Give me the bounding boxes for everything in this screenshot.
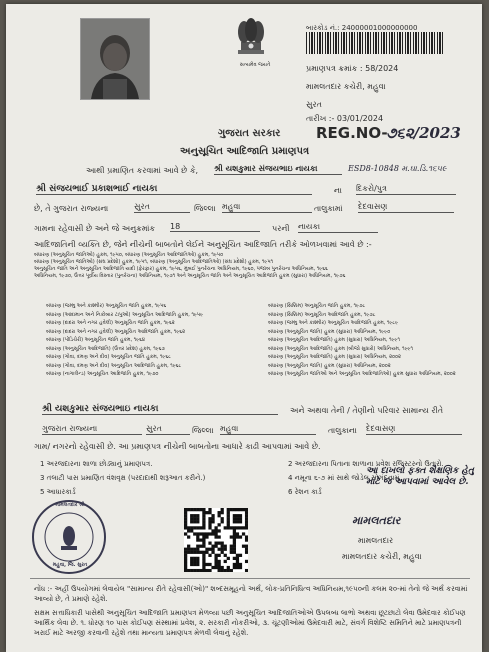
order-item: બંધારણ (અનુસૂચિત જાતિઓ અને અનુસૂચિત આદિજાતિઓ) હુકમ સુધારા અધિનિયમ, ૨૦૦૨	[268, 371, 456, 377]
order-item: અધિનિયમ, ૧૯૭૦, ઉત્તર પૂર્વીય વિસ્તાર (પુનર્રચના) અધિનિયમ, ૧૯૭૧ અને અનુસૂચિત જાતિ અને અનુસૂચિત આદિજાતિ હુકમ (સુધારા) અધિનિયમ, ૧૯૭૬	[34, 273, 346, 279]
order-item: બંધારણ (અનુસૂચિત જાતિઓ) હુકમ, ૧૯૫૦, બંધારણ (અનુસૂચિત આદિજાતિઓ) હુકમ, ૧૯૫૦	[34, 252, 224, 258]
tribe-value: નાયકા	[298, 222, 378, 233]
document-title: અનુસૂચિત આદિજાતિ પ્રમાણપત્ર	[180, 146, 310, 157]
serial-number: 18	[170, 222, 260, 232]
orders-left-column	[46, 302, 246, 379]
taluka2-value: મહુવા	[220, 424, 316, 435]
basis-item: 5 આધારકાર્ડ	[40, 488, 76, 496]
district2-word: જિલ્લા	[192, 426, 214, 435]
state-value: ગુજરાત રાજ્યના	[42, 424, 142, 435]
applicant-name: શ્રી યશકુમાર સંજયભાઇ નાયકા	[214, 164, 342, 175]
order-item: બંધારણ (જમ્મુ અને કાશ્મીર) અનુસૂચિત જાતિ હુકમ, ૧૯૫૬	[46, 303, 167, 309]
orders-list	[34, 252, 474, 280]
order-item: બંધારણ (અનુસૂચિત જાતિ) હુકમ (સુધારા) અધિનિયમ, ૨૦૦૨	[268, 362, 391, 369]
seal-top-text: મામલતદાર શ્રી	[55, 502, 85, 508]
national-emblem-icon	[228, 12, 274, 68]
order-item: બંધારણ (અનુસૂચિત જાતિ) હુકમ (સુધારા) અધિનિયમ, ૧૯૯૦	[268, 328, 391, 335]
district-value: સુરત	[134, 202, 190, 213]
reg-no-label: REG.NO-	[316, 124, 388, 142]
family-line: અને અથવા તેની / તેણીનો પરિવાર સામાન્ય રીતે	[290, 406, 444, 415]
order-item: બંધારણ (અનુસૂચિત આદિજાતિ) (ઉત્તર પ્રદેશ) હુકમ, ૧૯૬૭	[46, 345, 165, 352]
body-line4: ગામના રહેવાસી છે અને જે અનુક્રમાંક	[34, 224, 156, 233]
footer-paragraph: સક્ષમ સત્તાધિકારી પાસેથી અનુસૂચિત આદિજાતિ પ્રમાણપત્ર મેળવ્યા પછી અનુસૂચિત આદિજાતિઓએ ઉપલબ્ધ લાભો અથવા છૂટછાટો લેવા ઉમેદવાર કોઈપણ આર્થિક લેવા છે. ૧. ધોરણ ૧૦ પાસ કોઈપણ સંસ્થામાં પ્રવેશ, ૨. સરકારી નોકરીઓ, ૩. ચૂંટણીઓમાં ઉમેદવારી માટે, સંવર્ગ વિશેષ્ટિ સમિતિને માટે પ્રમાણપત્રની ખરાઈ માટે અરજી કરવાની રહેશે તથા માન્યતા પ્રમાણપત્ર મેળવી લેવાનું રહેશે.	[34, 609, 466, 637]
government-title: ગુજરાત સરકાર	[218, 128, 281, 139]
order-item: બંધારણ (સિક્કિમ) અનુસૂચિત આદિજાતિ હુકમ, ૧૯૭૮	[268, 311, 376, 318]
taluka-value: મહુવા	[222, 202, 312, 213]
body-line1: આથી પ્રમાણિત કરવામાં આવે છે કે,	[86, 166, 199, 175]
order-item: બંધારણ (દાદરા અને નગર હવેલી) અનુસૂચિત આદિજાતિ હુકમ, ૧૯૬૨	[46, 328, 186, 335]
body-line3: છે, તે ગુજરાત રાજ્યના	[34, 204, 109, 213]
holder-name: શ્રી યશકુમાર સંજયભાઇ નાયકા	[42, 404, 278, 415]
relation-value: દિકરો/પુત્ર	[356, 184, 456, 195]
signatory-office: મામલતદાર કચેરી, મહુવા	[342, 552, 422, 561]
order-item: બંધારણ (ગોવા, દમણ અને દીવ) અનુસૂચિત જાતિ હુકમ, ૧૯૬૮	[46, 354, 171, 360]
order-item: બંધારણ (અનુસૂચિત આદિજાતિ) હુકમ (સુધારા) અધિનિયમ, ૨૦૦૨	[268, 354, 401, 360]
handwritten-reference: ESD8-10848 મ.ઘા.ડિ.૧૬૫૯	[348, 164, 447, 173]
village2-value: દેદવાસણ	[366, 424, 462, 435]
order-item: બંધારણ (આંદામાન અને નિકોબાર ટાપુઓ) અનુસૂચિત આદિજાતિ હુકમ, ૧૯૫૯	[46, 311, 204, 318]
basis-item: 4 નમૂના ૬-૭ માં સાથે જોડેલ સોગંદનામું	[288, 474, 400, 482]
issuing-office: મામલતદાર કચેરી, મહુવા	[306, 82, 386, 91]
residence-line: ગામ/ નગરનો રહેવાસી છે. આ પ્રમાણપત્ર નીચેની બાબતોના આધારે કાઢી આપવામાં આવે છે.	[34, 442, 321, 451]
divider	[30, 578, 470, 579]
basis-item: 3 તલાટી પાસ પ્રમાણિત વંશવૃક્ષ (પરદાદાથી શરૂઆત કરીને.)	[40, 474, 206, 482]
applicant-photo	[80, 18, 150, 100]
seal-bottom-text: મહુવા, જિ. સુરત	[52, 562, 88, 568]
father-name: શ્રી સંજયભાઈ પ્રકાશભાઈ નાયકા	[36, 184, 312, 195]
issuing-place: સુરત	[306, 100, 322, 109]
district-label: જિલ્લા	[194, 204, 216, 213]
district2-value: સુરત	[146, 424, 190, 435]
order-item: બંધારણ (દાદરા અને નગર હવેલી) અનુસૂચિત જાતિ હુકમ, ૧૯૬૨	[46, 320, 175, 326]
signature: મામલતદાર	[352, 514, 401, 527]
orders-right-column	[268, 302, 478, 379]
order-item: બંધારણ (જમ્મુ અને કાશ્મીર) અનુસૂચિત આદિજાતિ હુકમ, ૧૯૮૯	[268, 320, 399, 326]
order-item: બંધારણ (નાગાલેન્ડ) અનુસૂચિત આદિજાતિ હુકમ, ૧૯૭૦	[46, 371, 159, 377]
taluka2-label: તાલુકાના	[328, 426, 357, 435]
barcode-label: બારકોડ નં.: 24000001000000000	[306, 24, 418, 32]
emblem-caption: સત્યમેવ જયતે	[239, 62, 271, 68]
order-item: બંધારણ (અનુસૂચિત આદિજાતિ) હુકમ (સુધારા) અધિનિયમ, ૧૯૯૧	[268, 337, 400, 343]
basis-item: 1 અરજદારના શાળા છોડ્યાનું પ્રમાણપત્ર.	[40, 460, 153, 468]
certificate-page	[6, 4, 482, 652]
handwritten-note: આ દાખલો ફક્ત શૈક્ષણિક હેતુ માટે જ આપવામાં આવેલ છે.	[366, 466, 474, 487]
reg-no-value: ૭૬૨/2023	[386, 124, 461, 142]
order-item: અનુસૂચિત જાતિ અને અનુસૂચિત આદિજાતિ યાદી (ફેરફાર) હુકમ, ૧૯૫૬, મુંબઈ પુનર્રચના અધિનિયમ, ૧૯૬૦, પંજાબ પુનર્રચના અધિનિયમ, ૧૯૬૬	[34, 266, 328, 272]
footer-note: નોંધ :- અહીં ઉપયોગમાં લેવાયેલ "સામાન્ય રીતે રહેવાસી(ઓ)" શબ્દસમૂહનો અર્થ, લોક-પ્રતિનિધિત્વ અધિનિયમ,૧૯૫૦ની કલમ ૨૦-માં તેનો જે અર્થ કરવામાં આવ્યો છે, તે પ્રમાણે રહેશે.	[34, 585, 468, 603]
body-line5: આદિજાતિની વ્યક્તિ છે, જેને નીચેની બાબતોને લેઈને અનુસૂચિત આદિજાતિ તરીકે ઓળખવામાં આવે છે :-	[34, 240, 372, 249]
order-item: બંધારણ (સિક્કિમ) અનુસૂચિત જાતિ હુકમ, ૧૯૭૮	[268, 303, 366, 309]
body-line4b: પરની	[272, 224, 290, 233]
order-item: બંધારણ (અનુસૂચિત જાતિઓ) (સંઘ પ્રદેશો) હુકમ, ૧૯૫૧, બંધારણ (અનુસૂચિત આદિજાતિઓ) (સંઘ પ્રદેશો) હુકમ, ૧૯૫૧	[34, 259, 274, 265]
qr-code	[184, 508, 248, 572]
barcode	[306, 32, 444, 54]
taluka-label: તાલુકામાં	[314, 204, 343, 213]
basis-item: 2 અરજદારના પિતાના શાળાના પ્રવેશ રજિસ્ટરનો ઉતારો.	[288, 460, 444, 468]
order-item: બંધારણ (અનુસૂચિત આદિજાતિ) હુકમ (બીજો સુધારો) અધિનિયમ, ૧૯૯૧	[268, 345, 413, 352]
certificate-number: પ્રમાણપત્ર ક્રમાંક : 58/2024	[306, 64, 399, 73]
basis-item: 6 રેશન કાર્ડ	[288, 488, 322, 496]
issue-date: તારીખ :- 03/01/2024	[306, 114, 384, 123]
village-value: દેદવાસણ	[358, 202, 454, 213]
signatory-title: મામલતદાર	[358, 536, 394, 545]
order-item: બંધારણ (ગોવા, દમણ અને દીવ) અનુસૂચિત આદિજાતિ હુકમ, ૧૯૬૮	[46, 362, 182, 369]
order-item: બંધારણ (પોંડિચેરી) અનુસૂચિત જાતિ હુકમ, ૧૯૬૪	[46, 337, 146, 343]
relation-label: ના	[334, 186, 342, 195]
